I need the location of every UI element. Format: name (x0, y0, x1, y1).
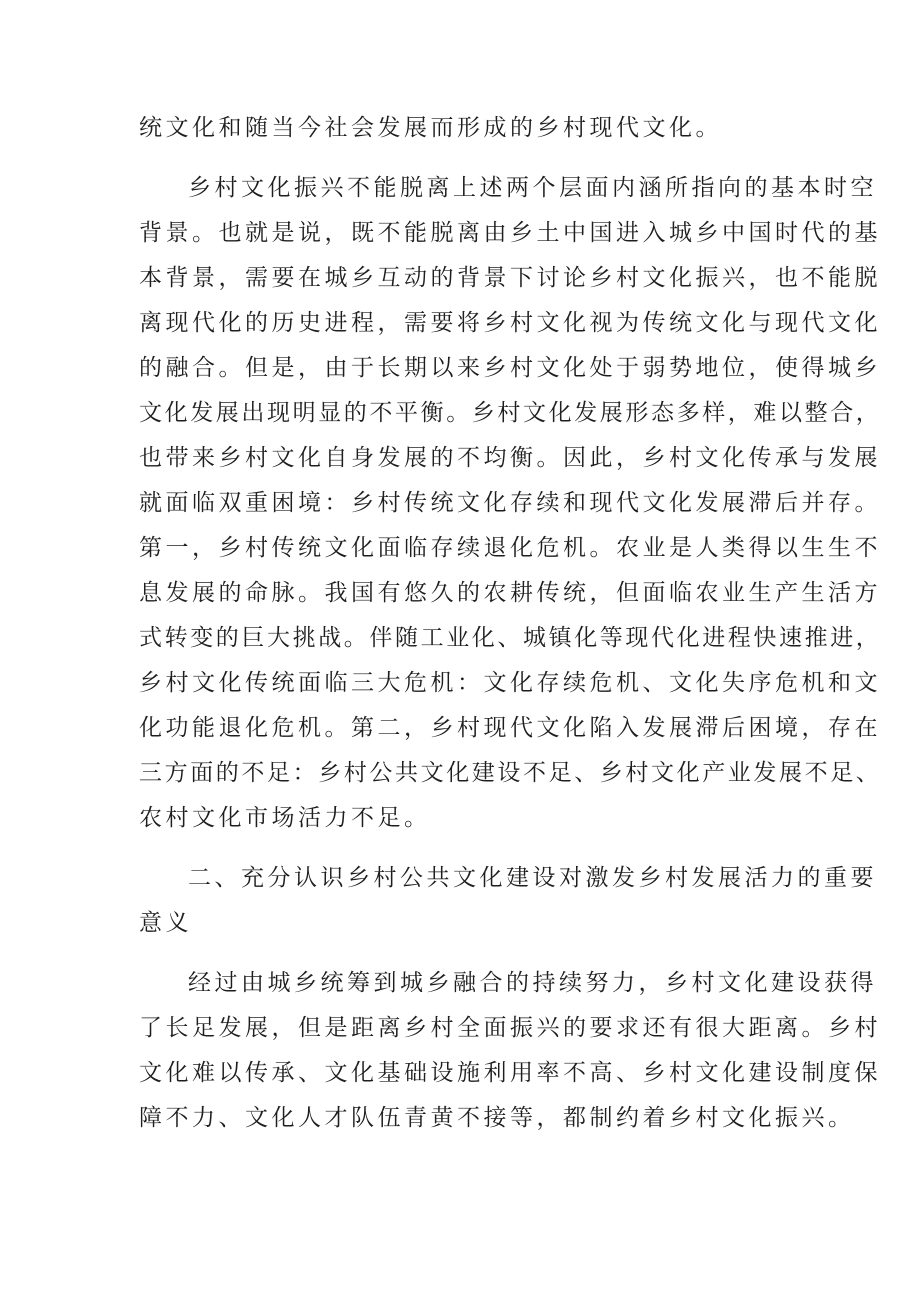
text-line: 三方面的不足：乡村公共文化建设不足、乡村文化产业发展不足、 (139, 760, 882, 786)
section-heading: 二、充分认识乡村公共文化建设对激发乡村发展活力的重要 (188, 865, 877, 891)
paragraph-first-line: 乡村文化振兴不能脱离上述两个层面内涵所指向的基本时空 (188, 175, 877, 201)
text-line: 离现代化的历史进程，需要将乡村文化视为传统文化与现代文化 (139, 310, 881, 336)
section-heading-continued: 意义 (139, 910, 192, 936)
text-line: 障不力、文化人才队伍青黄不接等，都制约着乡村文化振兴。 (139, 1105, 855, 1131)
text-line: 也带来乡村文化自身发展的不均衡。因此，乡村文化传承与发展 (139, 445, 881, 471)
text-line: 息发展的命脉。我国有悠久的农耕传统，但面临农业生产生活方 (139, 580, 881, 606)
text-line: 就面临双重困境：乡村传统文化存续和现代文化发展滞后并存。 (139, 490, 881, 516)
text-line: 乡村文化传统面临三大危机：文化存续危机、文化失序危机和文 (139, 670, 881, 696)
paragraph-first-line: 经过由城乡统筹到城乡融合的持续努力，乡村文化建设获得 (188, 970, 877, 996)
text-line: 式转变的巨大挑战。伴随工业化、城镇化等现代化进程快速推进， (139, 625, 882, 651)
text-line: 化功能退化危机。第二，乡村现代文化陷入发展滞后困境，存在 (139, 715, 881, 741)
text-line: 第一，乡村传统文化面临存续退化危机。农业是人类得以生生不 (139, 535, 881, 561)
text-line: 的融合。但是，由于长期以来乡村文化处于弱势地位，使得城乡 (139, 355, 881, 381)
text-line: 农村文化市场活力不足。 (139, 805, 431, 831)
text-line: 文化难以传承、文化基础设施利用率不高、乡村文化建设制度保 (139, 1060, 881, 1086)
text-line: 统文化和随当今社会发展而形成的乡村现代文化。 (139, 115, 722, 141)
text-line: 本背景，需要在城乡互动的背景下讨论乡村文化振兴，也不能脱 (139, 265, 881, 291)
text-line: 文化发展出现明显的不平衡。乡村文化发展形态多样，难以整合， (139, 400, 882, 426)
text-line: 了长足发展，但是距离乡村全面振兴的要求还有很大距离。乡村 (139, 1015, 881, 1041)
text-line: 背景。也就是说，既不能脱离由乡土中国进入城乡中国时代的基 (139, 220, 881, 246)
